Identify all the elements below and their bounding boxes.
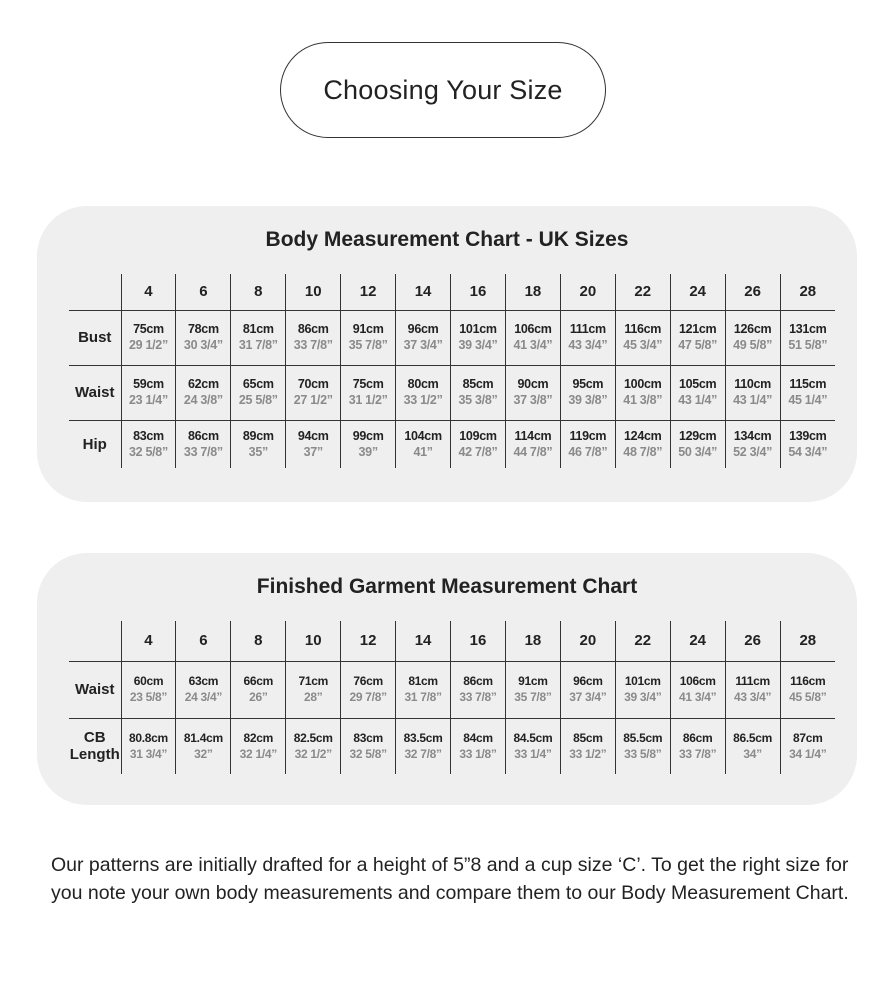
inch-value: 33 1/2”: [569, 746, 607, 761]
cm-value: 90cm: [517, 377, 549, 391]
measurement-cell: [725, 661, 780, 718]
inch-value: 50 3/4”: [678, 444, 718, 459]
inch-value: 43 1/4”: [733, 393, 773, 407]
size-header: 6: [176, 621, 231, 661]
measurement-cell: [341, 661, 396, 718]
inch-value: 51 5/8”: [788, 338, 828, 352]
measurement-cell: [670, 365, 725, 420]
size-header: 10: [286, 621, 341, 661]
size-header: 22: [615, 274, 670, 310]
inch-value: 37 3/4”: [569, 690, 607, 704]
measurement-cell: [560, 310, 615, 365]
measurement-row: [69, 310, 835, 365]
cm-value: 101cm: [624, 674, 661, 688]
measurement-cell: [286, 365, 341, 420]
measurement-cell: [121, 661, 176, 718]
inch-value: 41”: [413, 444, 433, 459]
cm-value: 83cm: [353, 730, 383, 745]
cm-value: 95cm: [572, 377, 604, 391]
measurement-cell: [231, 310, 286, 365]
measurement-cell: [780, 420, 835, 468]
cm-value: 71cm: [298, 674, 328, 688]
cm-value: 119cm: [569, 428, 607, 443]
inch-value: 45 1/4”: [788, 393, 828, 407]
inch-value: 30 3/4”: [183, 338, 223, 352]
size-header: 4: [121, 274, 176, 310]
size-header: 22: [615, 621, 670, 661]
garment-chart-title: Finished Garment Measurement Chart: [256, 575, 638, 598]
measurement-cell: [286, 718, 341, 774]
measurement-cell: [451, 718, 506, 774]
size-header: 28: [780, 274, 835, 310]
cm-value: 139cm: [789, 428, 827, 443]
measurement-cell: [121, 718, 176, 774]
cm-value: 124cm: [624, 428, 662, 443]
cm-value: 83.5cm: [403, 730, 443, 745]
inch-value: 54 3/4”: [788, 444, 828, 459]
measurement-cell: [505, 420, 560, 468]
cm-value: 94cm: [297, 428, 329, 443]
size-header: 12: [341, 621, 396, 661]
inch-value: 31 1/2”: [348, 393, 388, 407]
inch-value: 34 1/4”: [789, 746, 827, 761]
corner-cell: [69, 621, 121, 661]
measurement-cell: [396, 365, 451, 420]
measurement-cell: [451, 420, 506, 468]
row-label: Waist: [75, 681, 115, 698]
size-header: 18: [505, 621, 560, 661]
measurement-row: [69, 718, 835, 774]
cm-value: 86cm: [297, 322, 329, 336]
measurement-cell: [451, 310, 506, 365]
size-header: 16: [451, 274, 506, 310]
measurement-cell: [341, 718, 396, 774]
measurement-cell: [615, 365, 670, 420]
cm-value: 82cm: [243, 730, 274, 745]
inch-value: 44 7/8”: [513, 444, 553, 459]
measurement-cell: [615, 310, 670, 365]
row-label: Bust: [78, 329, 112, 346]
inch-value: 31 7/8”: [238, 338, 278, 352]
cm-value: 85.5cm: [623, 730, 663, 745]
measurement-cell: [670, 661, 725, 718]
measurement-cell: [341, 365, 396, 420]
size-header: 6: [176, 274, 231, 310]
inch-value: 47 5/8”: [678, 338, 718, 352]
sizing-note: Our patterns are initially drafted for a height of 5”8 and a cup size ‘C’. To get the right size for you note your own body measurements and compare them to our Body Measurement Chart.: [51, 854, 849, 904]
cm-value: 131cm: [789, 322, 827, 336]
measurement-cell: [505, 661, 560, 718]
inch-value: 23 1/4”: [129, 393, 168, 407]
size-header: 26: [725, 274, 780, 310]
inch-value: 35 7/8”: [514, 690, 552, 704]
measurement-cell: [560, 661, 615, 718]
inch-value: 45 3/4”: [623, 338, 663, 352]
inch-value: 33 1/4”: [514, 746, 552, 761]
cm-value: 62cm: [187, 377, 219, 391]
cm-value: 87cm: [793, 730, 823, 745]
corner-cell: [69, 274, 121, 310]
measurement-cell: [670, 310, 725, 365]
size-header: 24: [670, 621, 725, 661]
inch-value: 33 1/2”: [403, 393, 443, 407]
cm-value: 81cm: [242, 322, 274, 336]
size-header: 20: [560, 274, 615, 310]
inch-value: 31 3/4”: [129, 746, 168, 761]
measurement-cell: [341, 420, 396, 468]
size-header: 26: [725, 621, 780, 661]
size-header: 4: [121, 621, 176, 661]
measurement-cell: [176, 661, 231, 718]
measurement-cell: [780, 718, 835, 774]
size-header: 14: [396, 274, 451, 310]
cm-value: 86cm: [187, 428, 219, 443]
measurement-cell: [560, 718, 615, 774]
inch-value: 46 7/8”: [568, 444, 608, 459]
size-header: 14: [396, 621, 451, 661]
size-header: 8: [231, 621, 286, 661]
page-title: Choosing Your Size: [280, 42, 606, 138]
inch-value: 33 7/8”: [293, 338, 333, 352]
cm-value: 104cm: [404, 428, 442, 443]
cm-value: 110cm: [734, 377, 771, 391]
inch-value: 39”: [358, 444, 378, 459]
cm-value: 63cm: [188, 674, 219, 688]
inch-value: 48 7/8”: [623, 444, 663, 459]
cm-value: 121cm: [678, 322, 717, 336]
inch-value: 24 3/8”: [183, 393, 223, 407]
cm-value: 78cm: [187, 322, 219, 336]
cm-value: 60cm: [133, 674, 164, 688]
measurement-cell: [505, 718, 560, 774]
inch-value: 25 5/8”: [238, 393, 278, 407]
row-label: Waist: [69, 365, 121, 420]
size-header: 18: [505, 274, 560, 310]
cm-value: 126cm: [733, 322, 772, 336]
inch-value: 33 7/8”: [679, 746, 717, 761]
size-header: 24: [670, 274, 725, 310]
measurement-cell: [725, 365, 780, 420]
measurement-cell: [780, 365, 835, 420]
measurement-cell: [176, 310, 231, 365]
inch-value: 35”: [248, 444, 268, 459]
measurement-cell: [615, 420, 670, 468]
inch-value: 39 3/4”: [458, 338, 498, 352]
measurement-cell: [780, 661, 835, 718]
inch-value: 41 3/8”: [623, 393, 663, 407]
measurement-cell: [286, 310, 341, 365]
body-measurement-table: [69, 274, 835, 468]
measurement-cell: [176, 365, 231, 420]
inch-value: 33 7/8”: [459, 690, 497, 704]
inch-value: 33 5/8”: [624, 746, 662, 761]
measurement-cell: [286, 661, 341, 718]
inch-value: 33 1/8”: [459, 746, 497, 761]
cm-value: 101cm: [459, 322, 497, 336]
measurement-cell: [396, 420, 451, 468]
inch-value: 33 7/8”: [183, 444, 223, 459]
body-measurement-card: [37, 206, 857, 502]
row-label: CB Length: [69, 718, 121, 774]
cm-value: 81.4cm: [183, 730, 223, 745]
inch-value: 35 3/8”: [458, 393, 498, 407]
measurement-cell: [451, 365, 506, 420]
measurement-cell: [560, 365, 615, 420]
cm-value: 82.5cm: [293, 730, 333, 745]
measurement-cell: [121, 310, 176, 365]
inch-value: 43 1/4”: [678, 393, 718, 407]
measurement-cell: [780, 310, 835, 365]
inch-value: 32 7/8”: [404, 746, 442, 761]
cm-value: 96cm: [407, 322, 439, 336]
inch-value: 23 5/8”: [129, 690, 168, 704]
cm-value: 105cm: [678, 377, 717, 391]
garment-measurement-card: [37, 553, 857, 805]
inch-value: 27 1/2”: [293, 393, 333, 407]
cm-value: 84cm: [463, 730, 493, 745]
inch-value: 49 5/8”: [733, 338, 773, 352]
cm-value: 111cm: [569, 322, 606, 336]
inch-value: 41 3/4”: [513, 338, 553, 352]
cm-value: 106cm: [679, 674, 716, 688]
cm-value: 75cm: [352, 377, 384, 391]
inch-value: 37 3/4”: [403, 338, 443, 352]
cm-value: 106cm: [514, 322, 552, 336]
measurement-cell: [121, 365, 176, 420]
inch-value: 41 3/4”: [679, 690, 717, 704]
inch-value: 35 7/8”: [348, 338, 388, 352]
cm-value: 59cm: [133, 377, 164, 391]
cm-value: 134cm: [733, 428, 772, 443]
cm-value: 85cm: [462, 377, 494, 391]
cm-value: 86cm: [682, 730, 713, 745]
measurement-cell: [725, 718, 780, 774]
measurement-cell: [396, 661, 451, 718]
measurement-cell: [725, 420, 780, 468]
garment-measurement-table: [69, 621, 835, 774]
cm-value: 96cm: [573, 674, 603, 688]
body-chart-title: Body Measurement Chart - UK Sizes: [265, 228, 629, 251]
measurement-cell: [615, 718, 670, 774]
inch-value: 39 3/8”: [568, 393, 608, 407]
cm-value: 99cm: [352, 428, 384, 443]
cm-value: 116cm: [790, 674, 826, 688]
inch-value: 45 5/8”: [789, 690, 827, 704]
measurement-cell: [286, 420, 341, 468]
cm-value: 86.5cm: [733, 730, 773, 745]
cm-value: 75cm: [133, 322, 164, 336]
measurement-row: [69, 365, 835, 420]
measurement-row: [69, 420, 835, 468]
inch-value: 37 3/8”: [513, 393, 553, 407]
cm-value: 65cm: [242, 377, 274, 391]
cm-value: 111cm: [735, 674, 770, 688]
size-header: 28: [780, 621, 835, 661]
measurement-cell: [505, 365, 560, 420]
cm-value: 80cm: [407, 377, 439, 391]
inch-value: 32 5/8”: [129, 444, 168, 459]
inch-value: 28”: [304, 690, 323, 704]
measurement-cell: [396, 718, 451, 774]
measurement-cell: [615, 661, 670, 718]
measurement-row: [69, 661, 835, 718]
cm-value: 115cm: [789, 377, 827, 391]
measurement-cell: [341, 310, 396, 365]
inch-value: 32 1/2”: [294, 746, 332, 761]
cm-value: 80.8cm: [129, 730, 168, 745]
measurement-cell: [505, 310, 560, 365]
measurement-cell: [176, 420, 231, 468]
measurement-cell: [396, 310, 451, 365]
measurement-cell: [451, 661, 506, 718]
cm-value: 100cm: [624, 377, 662, 391]
cm-value: 91cm: [518, 674, 548, 688]
measurement-cell: [231, 718, 286, 774]
measurement-cell: [121, 420, 176, 468]
cm-value: 109cm: [459, 428, 497, 443]
size-header: 10: [286, 274, 341, 310]
cm-value: 76cm: [353, 674, 383, 688]
measurement-cell: [231, 661, 286, 718]
cm-value: 66cm: [243, 674, 274, 688]
inch-value: 43 3/4”: [568, 338, 608, 352]
measurement-cell: [725, 310, 780, 365]
size-header: 8: [231, 274, 286, 310]
inch-value: 32 1/4”: [239, 746, 277, 761]
inch-value: 34”: [743, 746, 762, 761]
inch-value: 32 5/8”: [349, 746, 387, 761]
inch-value: 42 7/8”: [458, 444, 498, 459]
size-header: 16: [451, 621, 506, 661]
measurement-cell: [670, 718, 725, 774]
size-header: 12: [341, 274, 396, 310]
inch-value: 29 1/2”: [129, 338, 168, 352]
cm-value: 84.5cm: [513, 730, 553, 745]
measurement-cell: [670, 420, 725, 468]
cm-value: 114cm: [514, 428, 552, 443]
inch-value: 32”: [194, 746, 213, 761]
cm-value: 83cm: [133, 428, 164, 443]
size-header: 20: [560, 621, 615, 661]
inch-value: 52 3/4”: [733, 444, 773, 459]
cm-value: 89cm: [242, 428, 274, 443]
inch-value: 39 3/4”: [624, 690, 662, 704]
measurement-cell: [231, 365, 286, 420]
measurement-cell: [231, 420, 286, 468]
inch-value: 24 3/4”: [184, 690, 223, 704]
cm-value: 129cm: [678, 428, 717, 443]
inch-value: 26”: [249, 690, 268, 704]
cm-value: 81cm: [408, 674, 438, 688]
inch-value: 29 7/8”: [349, 690, 387, 704]
cm-value: 116cm: [624, 322, 662, 336]
cm-value: 86cm: [463, 674, 493, 688]
cm-value: 91cm: [352, 322, 384, 336]
row-label: Hip: [69, 420, 121, 468]
cm-value: 85cm: [573, 730, 603, 745]
measurement-cell: [560, 420, 615, 468]
inch-value: 31 7/8”: [404, 690, 442, 704]
inch-value: 43 3/4”: [733, 690, 772, 704]
measurement-cell: [176, 718, 231, 774]
inch-value: 37”: [303, 444, 323, 459]
cm-value: 70cm: [297, 377, 329, 391]
